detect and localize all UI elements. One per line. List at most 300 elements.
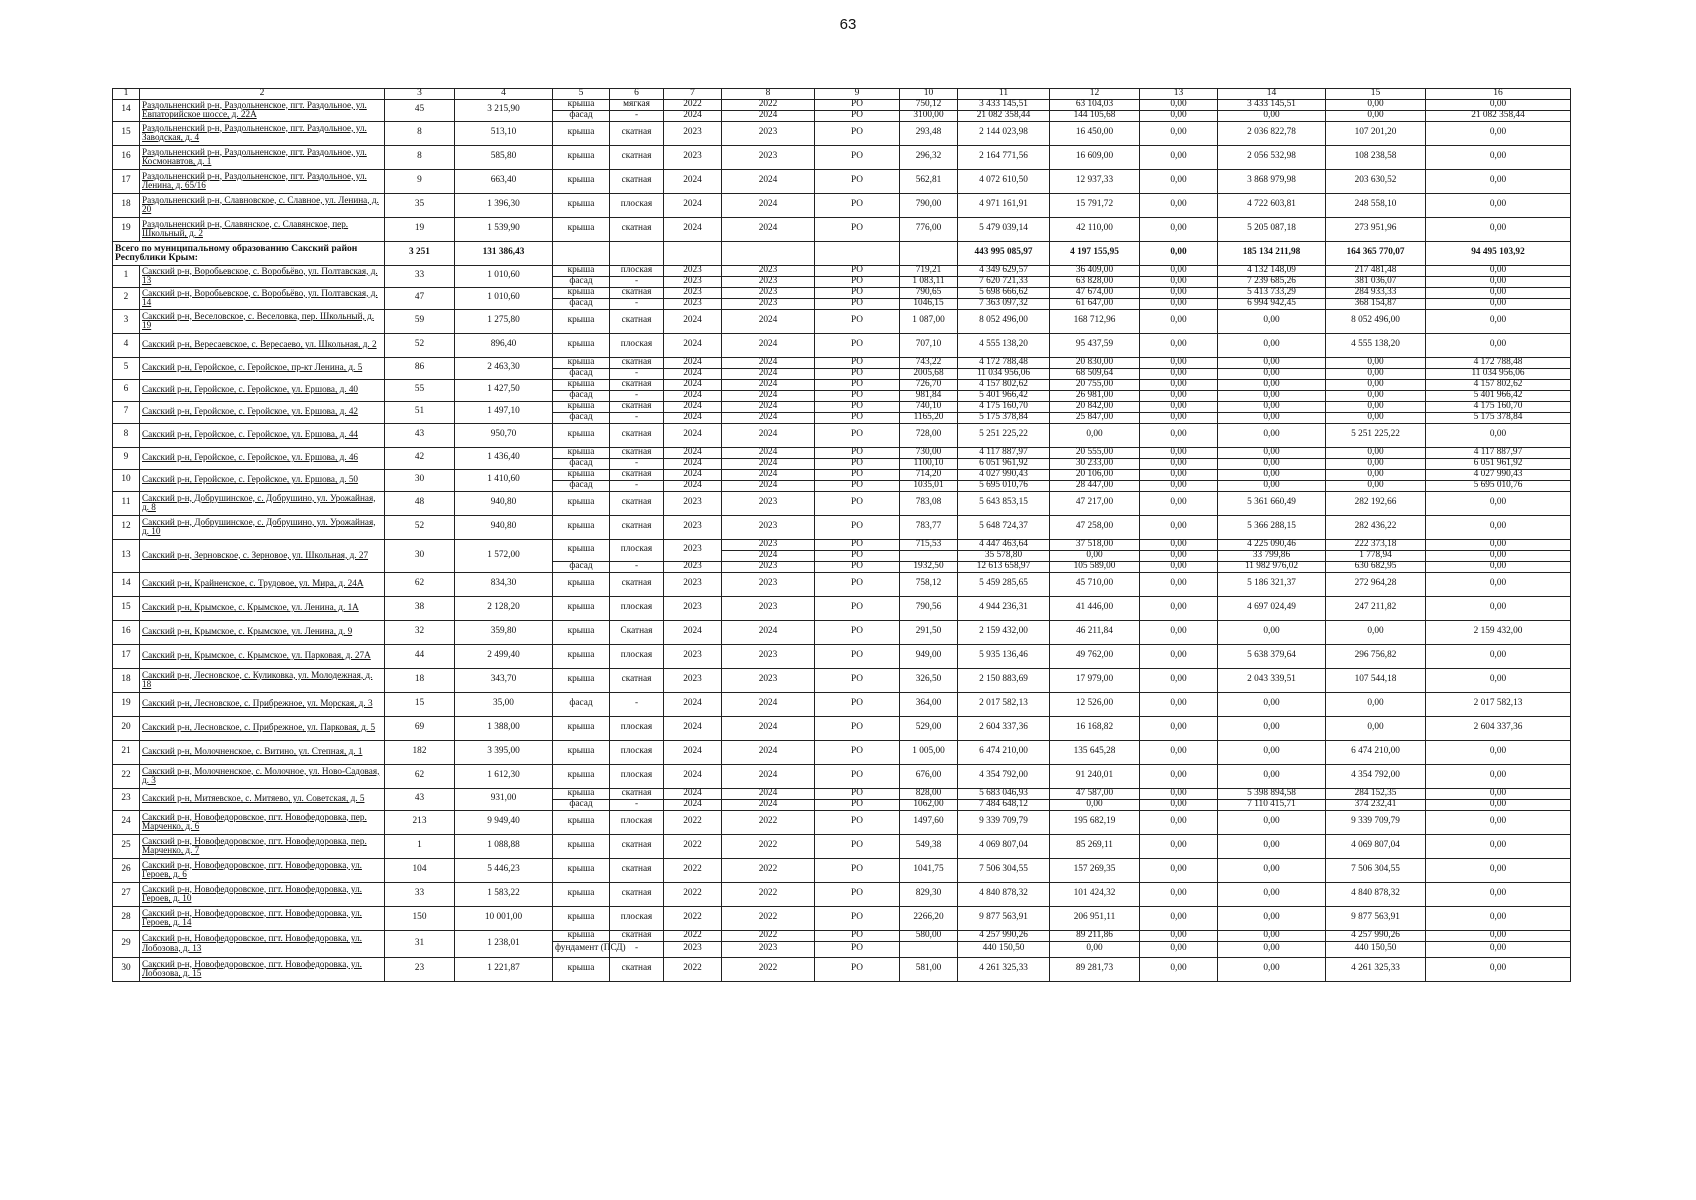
fund-1: 0,00 — [1140, 333, 1218, 357]
work-type: крыша — [553, 788, 610, 799]
area: 714,20 — [900, 469, 958, 480]
roof-type: скатная — [610, 287, 664, 298]
fund-1: 0,00 — [1140, 810, 1218, 834]
fund-3: 272 964,28 — [1326, 572, 1426, 596]
address-text: Сакский р-н, Крымское, с. Крымское, ул. Ленина, д. 9 — [142, 626, 353, 637]
end-year: 2024 — [722, 217, 815, 241]
end-year: 2022 — [722, 882, 815, 906]
end-year: 2024 — [722, 193, 815, 217]
work-type: фасад — [553, 799, 610, 810]
fund-2: 7 239 685,26 — [1218, 276, 1326, 287]
fund-3: 217 481,48 — [1326, 265, 1426, 276]
method: РО — [815, 906, 900, 930]
column-number: 16 — [1426, 89, 1571, 100]
total-value: 443 995 085,97 — [958, 241, 1050, 265]
work-type: крыша — [553, 469, 610, 480]
cost-per-unit: 16 168,82 — [1050, 716, 1140, 740]
total-cost: 4 354 792,00 — [958, 764, 1050, 788]
fund-2: 0,00 — [1218, 390, 1326, 401]
method: РО — [815, 480, 900, 491]
cost-per-unit: 26 981,00 — [1050, 390, 1140, 401]
roof-type: - — [610, 480, 664, 491]
total-cost: 4 172 788,48 — [958, 357, 1050, 368]
building-area: 343,70 — [455, 668, 553, 692]
row-number: 17 — [113, 644, 140, 668]
cost-per-unit: 47 587,00 — [1050, 788, 1140, 799]
plan-year: 2023 — [664, 572, 722, 596]
work-type: крыша — [553, 401, 610, 412]
fund-4: 0,00 — [1426, 287, 1571, 298]
fund-3: 0,00 — [1326, 458, 1426, 469]
column-number: 4 — [455, 89, 553, 100]
end-year: 2023 — [722, 644, 815, 668]
row-number: 11 — [113, 491, 140, 515]
plan-year: 2024 — [664, 716, 722, 740]
address — [140, 692, 385, 716]
method: РО — [815, 423, 900, 447]
total-cost: 7 506 304,55 — [958, 858, 1050, 882]
apartments-count: 86 — [385, 357, 455, 379]
cost-per-unit: 157 269,35 — [1050, 858, 1140, 882]
apartments-count: 15 — [385, 692, 455, 716]
work-type: крыша — [553, 906, 610, 930]
area: 743,22 — [900, 357, 958, 368]
method: РО — [815, 716, 900, 740]
total-cost: 5 643 853,15 — [958, 491, 1050, 515]
plan-year: 2023 — [664, 539, 722, 561]
fund-2: 0,00 — [1218, 930, 1326, 941]
method: РО — [815, 193, 900, 217]
fund-2: 11 982 976,02 — [1218, 561, 1326, 572]
fund-3: 6 474 210,00 — [1326, 740, 1426, 764]
address-text: Сакский р-н, Зерновское, с. Зерновое, ул. Школьная, д. 27 — [142, 549, 369, 560]
total-cost: 11 034 956,06 — [958, 368, 1050, 379]
method: РО — [815, 401, 900, 412]
row-number: 24 — [113, 810, 140, 834]
table-row — [113, 145, 1571, 169]
table-row — [113, 491, 1571, 515]
plan-year: 2024 — [664, 169, 722, 193]
roof-type: - — [610, 561, 664, 572]
fund-2: 4 225 090,46 — [1218, 539, 1326, 550]
address — [140, 716, 385, 740]
roof-type: скатная — [610, 217, 664, 241]
plan-year: 2024 — [664, 412, 722, 423]
total-cost: 4 175 160,70 — [958, 401, 1050, 412]
row-number: 20 — [113, 716, 140, 740]
fund-1: 0,00 — [1140, 368, 1218, 379]
apartments-count: 30 — [385, 539, 455, 572]
work-type: крыша — [553, 193, 610, 217]
total-cost: 5 695 010,76 — [958, 480, 1050, 491]
plan-year: 2023 — [664, 121, 722, 145]
plan-year: 2024 — [664, 480, 722, 491]
roof-type: - — [610, 298, 664, 309]
roof-type: скатная — [610, 401, 664, 412]
work-type: крыша — [553, 620, 610, 644]
apartments-count: 51 — [385, 401, 455, 423]
address-text: Сакский р-н, Геройское, с. Геройское, пр-кт Ленина, д. 5 — [142, 362, 363, 373]
plan-year: 2024 — [664, 469, 722, 480]
end-year: 2023 — [722, 265, 815, 276]
fund-1: 0,00 — [1140, 357, 1218, 368]
address-text: Сакский р-н, Веселовское, с. Веселовка, пер. Школьный, д. 19 — [142, 310, 375, 330]
building-area: 950,70 — [455, 423, 553, 447]
fund-1: 0,00 — [1140, 298, 1218, 309]
plan-year: 2024 — [664, 333, 722, 357]
work-type: фасад — [553, 390, 610, 401]
method: РО — [815, 333, 900, 357]
fund-2: 0,00 — [1218, 401, 1326, 412]
fund-1: 0,00 — [1140, 882, 1218, 906]
address-text: Сакский р-н, Новофедоровское, пгт. Новофедоровка, ул. Лобозова, д. 13 — [142, 933, 362, 953]
end-year: 2024 — [722, 480, 815, 491]
area: 326,50 — [900, 668, 958, 692]
table-row — [113, 287, 1571, 298]
cost-per-unit: 68 509,64 — [1050, 368, 1140, 379]
area: 981,84 — [900, 390, 958, 401]
area: 2266,20 — [900, 906, 958, 930]
work-type: крыша — [553, 357, 610, 368]
plan-year: 2023 — [664, 515, 722, 539]
apartments-count: 1 — [385, 834, 455, 858]
end-year: 2024 — [722, 357, 815, 368]
total-cost: 5 698 666,62 — [958, 287, 1050, 298]
fund-1: 0,00 — [1140, 550, 1218, 561]
fund-2: 0,00 — [1218, 423, 1326, 447]
row-number: 2 — [113, 287, 140, 309]
fund-3: 107 201,20 — [1326, 121, 1426, 145]
fund-3: 203 630,52 — [1326, 169, 1426, 193]
fund-2: 0,00 — [1218, 858, 1326, 882]
address-text: Сакский р-н, Крымское, с. Крымское, ул. Парковая, д. 27А — [142, 650, 371, 661]
end-year: 2022 — [722, 906, 815, 930]
cost-per-unit: 45 710,00 — [1050, 572, 1140, 596]
fund-2: 0,00 — [1218, 882, 1326, 906]
fund-2: 3 433 145,51 — [1218, 99, 1326, 110]
area: 750,12 — [900, 99, 958, 110]
apartments-count: 32 — [385, 620, 455, 644]
fund-4: 0,00 — [1426, 930, 1571, 941]
end-year: 2023 — [722, 121, 815, 145]
fund-4: 0,00 — [1426, 515, 1571, 539]
area: 790,65 — [900, 287, 958, 298]
table-row — [113, 447, 1571, 458]
building-area: 931,00 — [455, 788, 553, 810]
total-cost: 5 459 285,65 — [958, 572, 1050, 596]
fund-4: 0,00 — [1426, 193, 1571, 217]
method: РО — [815, 515, 900, 539]
end-year: 2022 — [722, 957, 815, 981]
address — [140, 930, 385, 957]
work-type: крыша — [553, 572, 610, 596]
roof-type: - — [610, 390, 664, 401]
fund-1: 0,00 — [1140, 379, 1218, 390]
address-text: Сакский р-н, Добрушинское, с. Добрушино, ул. Урожайная, д. 8 — [142, 492, 376, 512]
apartments-count: 48 — [385, 491, 455, 515]
roof-type: скатная — [610, 469, 664, 480]
table-row — [113, 99, 1571, 110]
fund-2: 7 110 415,71 — [1218, 799, 1326, 810]
roof-type: - — [610, 692, 664, 716]
plan-year: 2024 — [664, 740, 722, 764]
area: 715,53 — [900, 539, 958, 550]
address — [140, 145, 385, 169]
method: РО — [815, 596, 900, 620]
fund-2: 0,00 — [1218, 458, 1326, 469]
fund-2: 0,00 — [1218, 379, 1326, 390]
area: 740,10 — [900, 401, 958, 412]
table-row — [113, 169, 1571, 193]
total-cost: 2 144 023,98 — [958, 121, 1050, 145]
cost-per-unit: 91 240,01 — [1050, 764, 1140, 788]
total-cost: 4 944 236,31 — [958, 596, 1050, 620]
area: 529,00 — [900, 716, 958, 740]
fund-2: 0,00 — [1218, 333, 1326, 357]
page-number: 63 — [839, 16, 857, 33]
empty-cell — [815, 241, 900, 265]
work-type: крыша — [553, 287, 610, 298]
fund-1: 0,00 — [1140, 99, 1218, 110]
fund-3: 0,00 — [1326, 110, 1426, 121]
work-type: фасад — [553, 110, 610, 121]
area: 293,48 — [900, 121, 958, 145]
plan-year: 2022 — [664, 906, 722, 930]
cost-per-unit: 0,00 — [1050, 941, 1140, 957]
total-cost: 4 555 138,20 — [958, 333, 1050, 357]
address — [140, 740, 385, 764]
work-type: крыша — [553, 309, 610, 333]
fund-4: 0,00 — [1426, 858, 1571, 882]
fund-3: 0,00 — [1326, 379, 1426, 390]
roof-type: плоская — [610, 596, 664, 620]
fund-1: 0,00 — [1140, 276, 1218, 287]
plan-year: 2022 — [664, 99, 722, 110]
address-text: Сакский р-н, Новофедоровское, пгт. Новофедоровка, ул. Героев, д. 6 — [142, 859, 362, 879]
row-number: 7 — [113, 401, 140, 423]
total-cost: 4 027 990,43 — [958, 469, 1050, 480]
apartments-count: 213 — [385, 810, 455, 834]
area: 581,00 — [900, 957, 958, 981]
roof-type: - — [610, 941, 664, 957]
fund-1: 0,00 — [1140, 716, 1218, 740]
end-year: 2023 — [722, 572, 815, 596]
fund-4: 4 175 160,70 — [1426, 401, 1571, 412]
empty-cell — [610, 241, 664, 265]
building-area: 10 001,00 — [455, 906, 553, 930]
fund-4: 0,00 — [1426, 957, 1571, 981]
work-type: крыша — [553, 333, 610, 357]
area: 1062,00 — [900, 799, 958, 810]
building-area: 359,80 — [455, 620, 553, 644]
fund-3: 282 192,66 — [1326, 491, 1426, 515]
empty-cell — [900, 241, 958, 265]
address — [140, 834, 385, 858]
address-text: Сакский р-н, Крымское, с. Крымское, ул. Ленина, д. 1А — [142, 602, 359, 613]
address — [140, 515, 385, 539]
building-area: 1 088,88 — [455, 834, 553, 858]
address — [140, 193, 385, 217]
address-text: Сакский р-н, Лесновское, с. Прибрежное, ул. Парковая, д. 5 — [142, 722, 376, 733]
work-type: крыша — [553, 716, 610, 740]
total-cost: 4 072 610,50 — [958, 169, 1050, 193]
roof-type: - — [610, 458, 664, 469]
row-number: 10 — [113, 469, 140, 491]
total-cost: 4 971 161,91 — [958, 193, 1050, 217]
method: РО — [815, 764, 900, 788]
area: 776,00 — [900, 217, 958, 241]
address — [140, 265, 385, 287]
fund-4: 0,00 — [1426, 561, 1571, 572]
fund-2: 0,00 — [1218, 906, 1326, 930]
fund-2: 33 799,86 — [1218, 550, 1326, 561]
fund-4: 4 157 802,62 — [1426, 379, 1571, 390]
fund-4: 0,00 — [1426, 491, 1571, 515]
address — [140, 287, 385, 309]
end-year: 2024 — [722, 309, 815, 333]
fund-1: 0,00 — [1140, 957, 1218, 981]
cost-per-unit: 168 712,96 — [1050, 309, 1140, 333]
address-text: Сакский р-н, Новофедоровское, пгт. Новофедоровка, пер. Марченко, д. 6 — [142, 811, 367, 831]
plan-year: 2022 — [664, 810, 722, 834]
apartments-count: 9 — [385, 169, 455, 193]
fund-4: 2 159 432,00 — [1426, 620, 1571, 644]
row-number: 6 — [113, 379, 140, 401]
address-text: Раздольненский р-н, Славновское, с. Славное, ул. Ленина, д. 20 — [142, 194, 379, 214]
total-value: 0,00 — [1140, 241, 1218, 265]
table-row — [113, 423, 1571, 447]
fund-4: 0,00 — [1426, 882, 1571, 906]
end-year: 2024 — [722, 423, 815, 447]
fund-1: 0,00 — [1140, 217, 1218, 241]
row-number: 12 — [113, 515, 140, 539]
work-type: крыша — [553, 491, 610, 515]
fund-3: 368 154,87 — [1326, 298, 1426, 309]
fund-1: 0,00 — [1140, 692, 1218, 716]
table-row — [113, 668, 1571, 692]
table-row — [113, 309, 1571, 333]
total-cost: 4 069 807,04 — [958, 834, 1050, 858]
roof-type: скатная — [610, 858, 664, 882]
fund-3: 284 152,35 — [1326, 788, 1426, 799]
work-type: крыша — [553, 930, 610, 941]
table-row — [113, 882, 1571, 906]
end-year: 2024 — [722, 764, 815, 788]
apartments-count: 69 — [385, 716, 455, 740]
fund-2: 5 638 379,64 — [1218, 644, 1326, 668]
roof-type: Скатная — [610, 620, 664, 644]
fund-3: 108 238,58 — [1326, 145, 1426, 169]
cost-per-unit: 63 828,00 — [1050, 276, 1140, 287]
address-text: Сакский р-н, Геройское, с. Геройское, ул. Ершова, д. 44 — [142, 429, 359, 440]
area: 1 083,11 — [900, 276, 958, 287]
building-area: 2 499,40 — [455, 644, 553, 668]
roof-type: скатная — [610, 788, 664, 799]
apartments-count: 62 — [385, 764, 455, 788]
area: 1165,20 — [900, 412, 958, 423]
cost-per-unit: 89 281,73 — [1050, 957, 1140, 981]
building-area: 3 215,90 — [455, 99, 553, 121]
apartments-count: 59 — [385, 309, 455, 333]
fund-4: 6 051 961,92 — [1426, 458, 1571, 469]
fund-1: 0,00 — [1140, 469, 1218, 480]
building-area: 834,30 — [455, 572, 553, 596]
building-area: 1 427,50 — [455, 379, 553, 401]
roof-type: мягкая — [610, 99, 664, 110]
method: РО — [815, 169, 900, 193]
apartments-count: 33 — [385, 265, 455, 287]
row-number: 19 — [113, 692, 140, 716]
row-number: 29 — [113, 930, 140, 957]
apartments-count: 30 — [385, 469, 455, 491]
method: РО — [815, 692, 900, 716]
plan-year: 2024 — [664, 193, 722, 217]
fund-2: 2 056 532,98 — [1218, 145, 1326, 169]
apartments-count: 33 — [385, 882, 455, 906]
method: РО — [815, 941, 900, 957]
roof-type: - — [610, 368, 664, 379]
area: 730,00 — [900, 447, 958, 458]
apartments-count: 35 — [385, 193, 455, 217]
total-value: 164 365 770,07 — [1326, 241, 1426, 265]
roof-type: скатная — [610, 572, 664, 596]
apartments-count: 38 — [385, 596, 455, 620]
plan-year: 2024 — [664, 379, 722, 390]
roof-type: - — [610, 276, 664, 287]
area: 1035,01 — [900, 480, 958, 491]
total-row — [113, 241, 1571, 265]
area: 719,21 — [900, 265, 958, 276]
address-text: Сакский р-н, Воробьевское, с. Воробьёво, ул. Полтавская, д. 13 — [142, 265, 378, 285]
fund-1: 0,00 — [1140, 644, 1218, 668]
address — [140, 668, 385, 692]
end-year: 2022 — [722, 834, 815, 858]
end-year: 2023 — [722, 515, 815, 539]
fund-1: 0,00 — [1140, 572, 1218, 596]
row-number: 27 — [113, 882, 140, 906]
fund-2: 0,00 — [1218, 309, 1326, 333]
apartments-count: 18 — [385, 668, 455, 692]
fund-3: 381 036,07 — [1326, 276, 1426, 287]
cost-per-unit: 30 233,00 — [1050, 458, 1140, 469]
building-area: 1 539,90 — [455, 217, 553, 241]
work-type: крыша — [553, 596, 610, 620]
table-row — [113, 957, 1571, 981]
work-type: фасад — [553, 412, 610, 423]
address — [140, 620, 385, 644]
fund-1: 0,00 — [1140, 834, 1218, 858]
address — [140, 217, 385, 241]
building-area: 1 583,22 — [455, 882, 553, 906]
address — [140, 788, 385, 810]
plan-year: 2022 — [664, 930, 722, 941]
address — [140, 447, 385, 469]
plan-year: 2022 — [664, 957, 722, 981]
apartments-count: 47 — [385, 287, 455, 309]
fund-1: 0,00 — [1140, 764, 1218, 788]
fund-4: 0,00 — [1426, 644, 1571, 668]
total-label: Всего по муниципальному образованию Сакский район Республики Крым: — [113, 241, 385, 265]
cost-per-unit: 47 258,00 — [1050, 515, 1140, 539]
apartments-count: 104 — [385, 858, 455, 882]
cost-per-unit: 28 447,00 — [1050, 480, 1140, 491]
method: РО — [815, 882, 900, 906]
plan-year: 2023 — [664, 644, 722, 668]
end-year: 2024 — [722, 110, 815, 121]
end-year: 2024 — [722, 368, 815, 379]
apartments-count: 8 — [385, 121, 455, 145]
total-cost: 4 257 990,26 — [958, 930, 1050, 941]
